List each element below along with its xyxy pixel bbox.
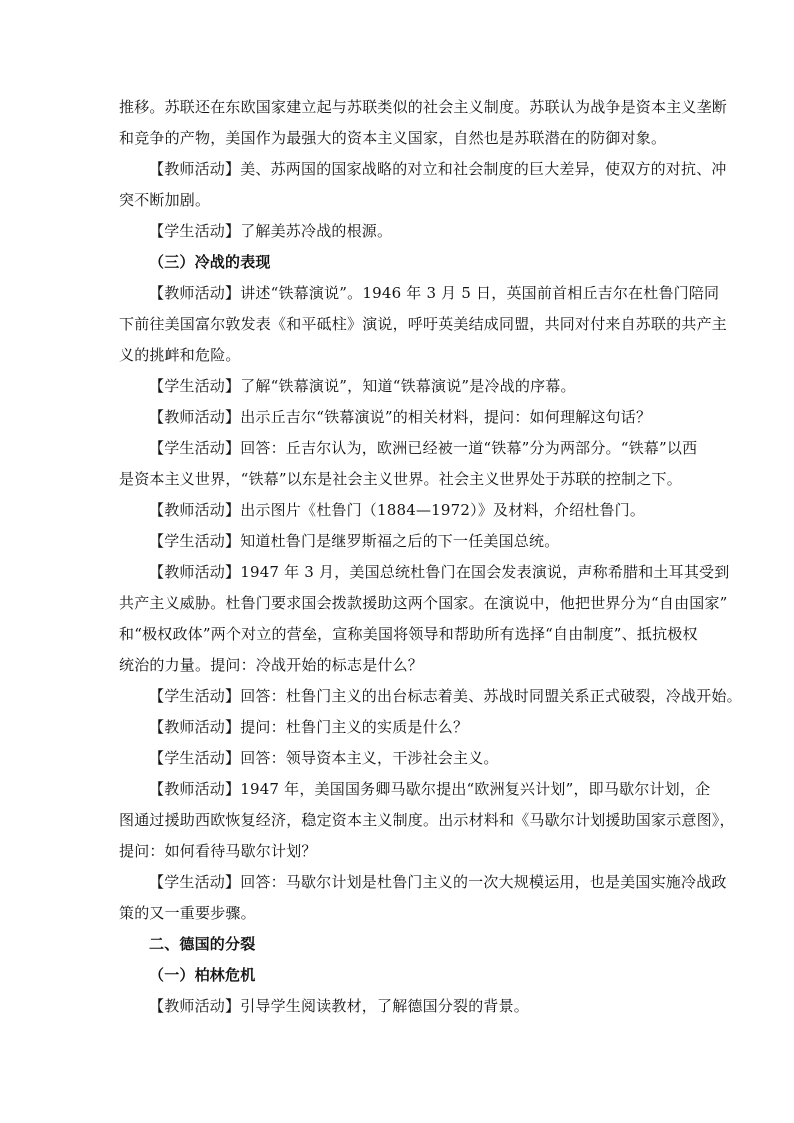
section-heading: （三）冷战的表现: [149, 253, 271, 271]
text-line: 策的又一重要步骤。: [119, 904, 256, 922]
text-line: 【教师活动】引导学生阅读教材，了解德国分裂的背景。: [149, 997, 530, 1015]
text-line: 下前往美国富尔敦发表《和平砥柱》演说，呼吁英美结成同盟，共同对付来自苏联的共产主: [119, 315, 728, 333]
text-line: 【学生活动】回答：丘吉尔认为，欧洲已经被一道“铁幕”分为两部分。“铁幕”以西: [149, 439, 698, 457]
text-line: 【教师活动】提问：杜鲁门主义的实质是什么？: [149, 718, 469, 736]
text-line: 提问：如何看待马歇尔计划？: [119, 842, 317, 860]
text-line: 【教师活动】1947 年，美国国务卿马歇尔提出“欧洲复兴计划”，即马歇尔计划，企: [149, 780, 711, 798]
text-line: 是资本主义世界，“铁幕”以东是社会主义世界。社会主义世界处于苏联的控制之下。: [119, 470, 682, 488]
text-line: 【教师活动】出示丘吉尔“铁幕演说”的相关材料，提问：如何理解这句话？: [149, 408, 652, 426]
text-line: 推移。苏联还在东欧国家建立起与苏联类似的社会主义制度。苏联认为战争是资本主义垄断: [119, 98, 728, 116]
text-line: 【教师活动】美、苏两国的国家战略的对立和社会制度的巨大差异，使双方的对抗、冲: [149, 160, 727, 178]
text-line: 和竞争的产物，美国作为最强大的资本主义国家，自然也是苏联潜在的防御对象。: [119, 129, 667, 147]
text-line: 图通过援助西欧恢复经济，稳定资本主义制度。出示材料和《马歇尔计划援助国家示意图》，: [119, 811, 735, 829]
text-line: 【教师活动】出示图片《杜鲁门（1884—1972）》及材料，介绍杜鲁门。: [149, 501, 646, 519]
document-page: [119, 92, 742, 1022]
section-heading: 二、德国的分裂: [149, 935, 256, 953]
text-line: 【学生活动】回答：杜鲁门主义的出台标志着美、苏战时同盟关系正式破裂，冷战开始。: [149, 687, 742, 705]
text-line: 【学生活动】回答：马歇尔计划是杜鲁门主义的一次大规模运用，也是美国实施冷战政: [149, 873, 727, 891]
text-line: 【教师活动】讲述“铁幕演说”。1946 年 3 月 5 日，英国前首相丘吉尔在杜鲁门陪同: [149, 284, 720, 302]
text-line: 义的挑衅和危险。: [119, 346, 241, 364]
text-line: 【学生活动】了解美苏冷战的根源。: [149, 222, 393, 240]
subsection-heading: （一）柏林危机: [149, 966, 256, 984]
text-line: 【学生活动】知道杜鲁门是继罗斯福之后的下一任美国总统。: [149, 532, 560, 550]
text-line: 和“极权政体”两个对立的营垒，宣称美国将领导和帮助所有选择“自由制度”、抵抗极权: [119, 625, 698, 643]
text-line: 共产主义威胁。杜鲁门要求国会拨款援助这两个国家。在演说中，他把世界分为“自由国家”: [119, 594, 728, 612]
text-line: 【学生活动】回答：领导资本主义，干涉社会主义。: [149, 749, 499, 767]
text-line: 【学生活动】了解“铁幕演说”，知道“铁幕演说”是冷战的序幕。: [149, 377, 576, 395]
text-line: 【教师活动】1947 年 3 月，美国总统杜鲁门在国会发表演说，声称希腊和土耳其受到: [149, 563, 730, 581]
text-line: 突不断加剧。: [119, 191, 211, 209]
text-line: 统治的力量。提问：冷战开始的标志是什么？: [119, 656, 424, 674]
